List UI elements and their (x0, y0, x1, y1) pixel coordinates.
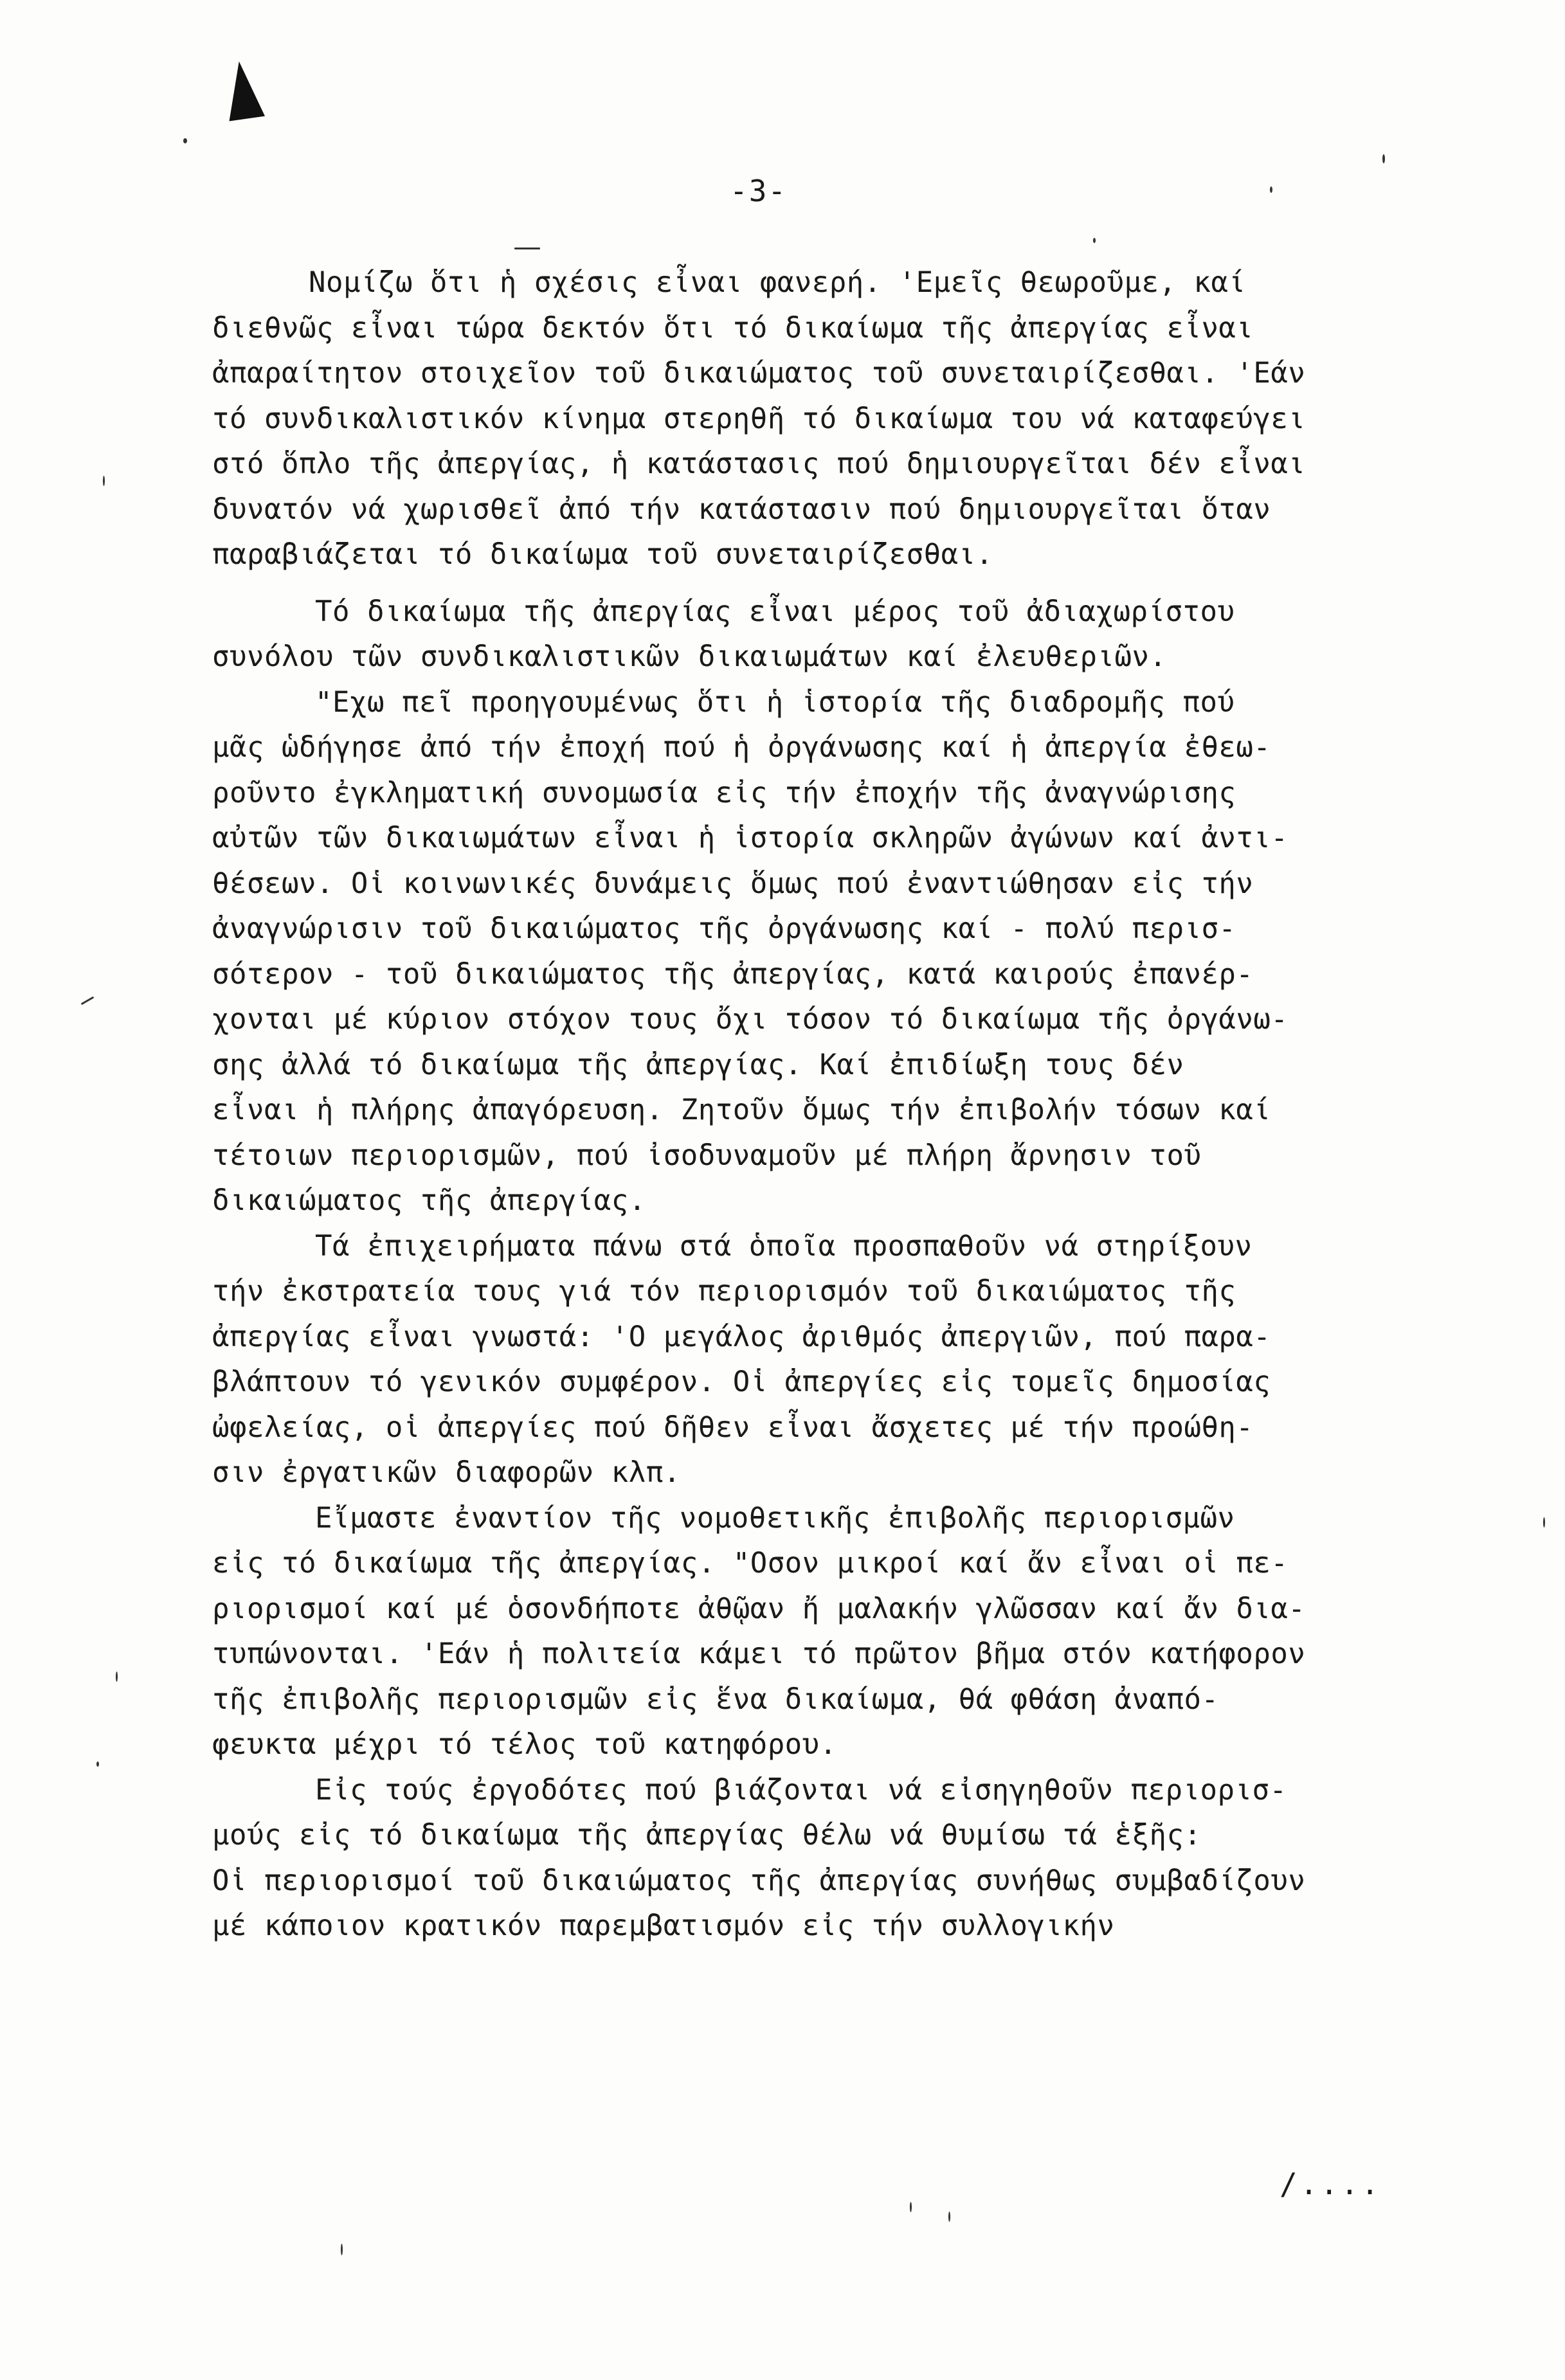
document-body (212, 260, 1492, 1949)
text-line: σότερον - τοῦ δικαιώματος τῆς ἀπεργίας, κατά καιρούς ἐπανέρ- (212, 957, 1254, 991)
text-line: στό ὅπλο τῆς ἀπεργίας, ἡ κατάστασις πού δημιουργεῖται δέν εἶναι (212, 447, 1306, 480)
text-line: τό συνδικαλιστικόν κίνημα στερηθῆ τό δικαίωμα του νά καταφεύγει (212, 402, 1306, 435)
scan-speck (183, 138, 187, 143)
scan-speck (81, 996, 95, 1005)
text-line: τῆς ἐπιβολῆς περιορισμῶν εἰς ἕνα δικαίωμα, θά φθάση ἀναπό- (212, 1682, 1219, 1716)
continuation-mark: /.... (1280, 2167, 1382, 2201)
text-line: μούς εἰς τό δικαίωμα τῆς ἀπεργίας θέλω νά θυμίσω τά ἑξῆς: (212, 1819, 1202, 1852)
text-line: μᾶς ὡδήγησε ἀπό τήν ἐποχή πού ἡ ὀργάνωσης καί ἡ ἀπεργία ἐθεω- (212, 731, 1271, 764)
paragraph-5 (212, 1496, 1492, 1768)
text-line: συνόλου τῶν συνδικαλιστικῶν δικαιωμάτων καί ἐλευθεριῶν. (212, 640, 1167, 673)
text-line: ροῦντο ἐγκληματική συνομωσία εἰς τήν ἐποχήν τῆς ἀναγνώρισης (212, 776, 1236, 809)
text-line: φευκτα μέχρι τό τέλος τοῦ κατηφόρου. (212, 1728, 837, 1761)
ink-mark-icon (221, 59, 265, 122)
scan-speck (1382, 154, 1385, 163)
scan-speck (1543, 1517, 1545, 1528)
text-line: Εἴμαστε ἐναντίον τῆς νομοθετικῆς ἐπιβολῆς περιορισμῶν (315, 1501, 1235, 1535)
text-line: τήν ἐκστρατεία τους γιά τόν περιορισμόν τοῦ δικαιώματος τῆς (212, 1275, 1236, 1308)
text-line: χονται μέ κύριον στόχον τους ὄχι τόσον τό δικαίωμα τῆς ὀργάνω- (212, 1003, 1289, 1036)
scan-speck (1093, 238, 1096, 243)
text-line: ἀπαραίτητον στοιχεῖον τοῦ δικαιώματος τοῦ συνεταιρίζεσθαι. 'Εάν (212, 357, 1306, 390)
text-line: ἀπεργίας εἶναι γνωστά: 'Ο μεγάλος ἀριθμός ἀπεργιῶν, πού παρα- (212, 1320, 1271, 1353)
text-line: ἀναγνώρισιν τοῦ δικαιώματος τῆς ὀργάνωσης καί - πολύ περισ- (212, 912, 1236, 945)
text-line: τυπώνονται. 'Εάν ἡ πολιτεία κάμει τό πρῶτον βῆμα στόν κατήφορον (212, 1637, 1306, 1670)
text-line: Νομίζω ὅτι ἡ σχέσις εἶναι φανερή. 'Εμεῖς θεωροῦμε, καί (309, 266, 1246, 299)
page-number: -3- (730, 174, 788, 208)
text-line: ριορισμοί καί μέ ὁσονδήποτε ἀθῷαν ἤ μαλακήν γλῶσσαν καί ἄν δια- (212, 1592, 1306, 1625)
text-line: θέσεων. Οἱ κοινωνικές δυνάμεις ὅμως πού ἐναντιώθησαν εἰς τήν (212, 867, 1254, 900)
text-line: σης ἀλλά τό δικαίωμα τῆς ἀπεργίας. Καί ἐπιδίωξη τους δέν (212, 1048, 1184, 1081)
text-line: διεθνῶς εἶναι τώρα δεκτόν ὅτι τό δικαίωμα τῆς ἀπεργίας εἶναι (212, 311, 1254, 345)
text-line: Οἱ περιορισμοί τοῦ δικαιώματος τῆς ἀπεργίας συνήθως συμβαδίζουν (212, 1864, 1306, 1897)
text-line: εἶναι ἡ πλήρης ἀπαγόρευση. Ζητοῦν ὅμως τήν ἐπιβολήν τόσων καί (212, 1094, 1271, 1126)
paragraph-1 (212, 260, 1492, 578)
text-line: παραβιάζεται τό δικαίωμα τοῦ συνεταιρίζεσθαι. (212, 538, 993, 571)
text-line: εἰς τό δικαίωμα τῆς ἀπεργίας. "Οσον μικροί καί ἄν εἶναι οἱ πε- (212, 1547, 1289, 1580)
scan-speck (514, 248, 540, 249)
paragraph-4 (212, 1224, 1492, 1496)
text-line: Τά ἐπιχειρήματα πάνω στά ὁποῖα προσπαθοῦν νά στηρίξουν (315, 1229, 1253, 1263)
scan-speck (1270, 186, 1272, 193)
text-line: δικαιώματος τῆς ἀπεργίας. (212, 1184, 646, 1217)
paragraph-3 (212, 680, 1492, 1224)
text-line: δυνατόν νά χωρισθεῖ ἀπό τήν κατάστασιν πού δημιουργεῖται ὅταν (212, 492, 1271, 526)
text-line: μέ κάποιον κρατικόν παρεμβατισμόν εἰς τήν συλλογικήν (212, 1909, 1115, 1942)
scan-speck (948, 2212, 950, 2222)
text-line: τέτοιων περιορισμῶν, πού ἰσοδυναμοῦν μέ πλήρη ἄρνησιν τοῦ (212, 1139, 1202, 1172)
text-line: σιν ἐργατικῶν διαφορῶν κλπ. (212, 1456, 681, 1489)
text-line: αὐτῶν τῶν δικαιωμάτων εἶναι ἡ ἱστορία σκληρῶν ἀγώνων καί ἀντι- (212, 822, 1289, 854)
scan-speck (96, 1762, 99, 1767)
scan-speck (341, 2244, 343, 2255)
text-line: βλάπτουν τό γενικόν συμφέρον. Οἱ ἀπεργίες εἰς τομεῖς δημοσίας (212, 1366, 1271, 1398)
paragraph-2 (212, 590, 1492, 680)
text-line: Τό δικαίωμα τῆς ἀπεργίας εἶναι μέρος τοῦ ἀδιαχωρίστου (315, 595, 1235, 628)
paragraph-6 (212, 1768, 1492, 1949)
scan-speck (116, 1672, 118, 1682)
text-line: ὠφελείας, οἱ ἀπεργίες πού δῆθεν εἶναι ἄσχετες μέ τήν προώθη- (212, 1411, 1254, 1444)
scan-speck (910, 2202, 912, 2212)
text-line: Εἰς τούς ἐργοδότες πού βιάζονται νά εἰσηγηθοῦν περιορισ- (315, 1773, 1287, 1807)
scan-speck (103, 476, 105, 486)
text-line: "Εχω πεῖ προηγουμένως ὅτι ἡ ἱστορία τῆς διαδρομῆς πού (315, 685, 1235, 719)
